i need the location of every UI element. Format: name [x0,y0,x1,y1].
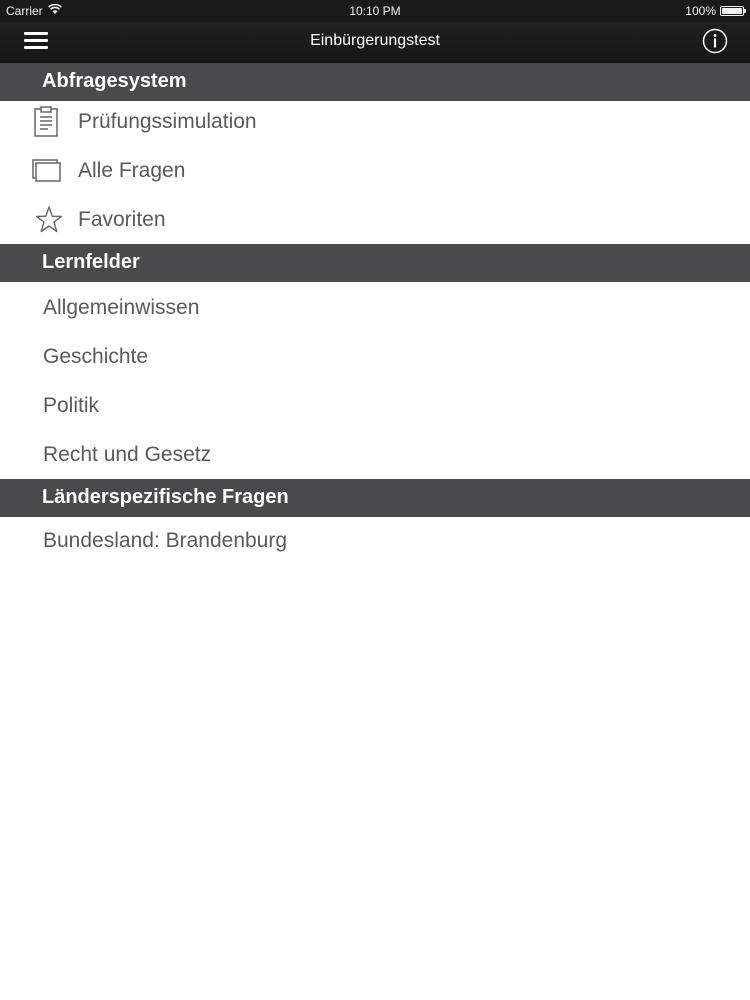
battery-icon [720,6,744,16]
section-header-lernfelder: Lernfelder [0,244,750,282]
info-circle-icon [702,28,728,54]
battery-fill [722,8,742,14]
page-title: Einbürgerungstest [310,32,440,49]
section-header-laenderspezifische-fragen: Länderspezifische Fragen [0,479,750,517]
menu-item-label: Prüfungssimulation [78,110,257,133]
info-button[interactable] [702,28,728,54]
battery-percent: 100% [685,4,716,18]
status-right [685,4,744,18]
menu-item-allgemeinwissen[interactable] [0,283,750,332]
menu-item-recht-und-gesetz[interactable] [0,430,750,479]
menu-item-alle-fragen[interactable] [0,146,750,195]
menu-item-geschichte[interactable] [0,332,750,381]
status-time: 10:10 PM [349,4,401,18]
menu-item-pruefungssimulation[interactable] [0,97,750,146]
menu-item-politik[interactable] [0,381,750,430]
menu-item-label: Bundesland: Brandenburg [43,529,288,552]
stacked-cards-icon [31,154,63,186]
menu-item-label: Geschichte [43,345,149,368]
menu-item-favoriten[interactable] [0,195,750,244]
menu-item-label: Recht und Gesetz [43,443,212,466]
navigation-bar [0,22,750,63]
carrier-label: Carrier [6,4,43,18]
status-bar [0,0,750,22]
menu-item-label: Favoriten [78,208,166,231]
clipboard-icon [31,105,63,137]
star-icon [31,203,63,235]
menu-item-bundesland[interactable] [0,516,750,565]
menu-item-label: Allgemeinwissen [43,296,200,319]
menu-item-label: Alle Fragen [78,159,186,182]
section-header-abfragesystem: Abfragesystem [0,63,750,101]
menu-item-label: Politik [43,394,100,417]
